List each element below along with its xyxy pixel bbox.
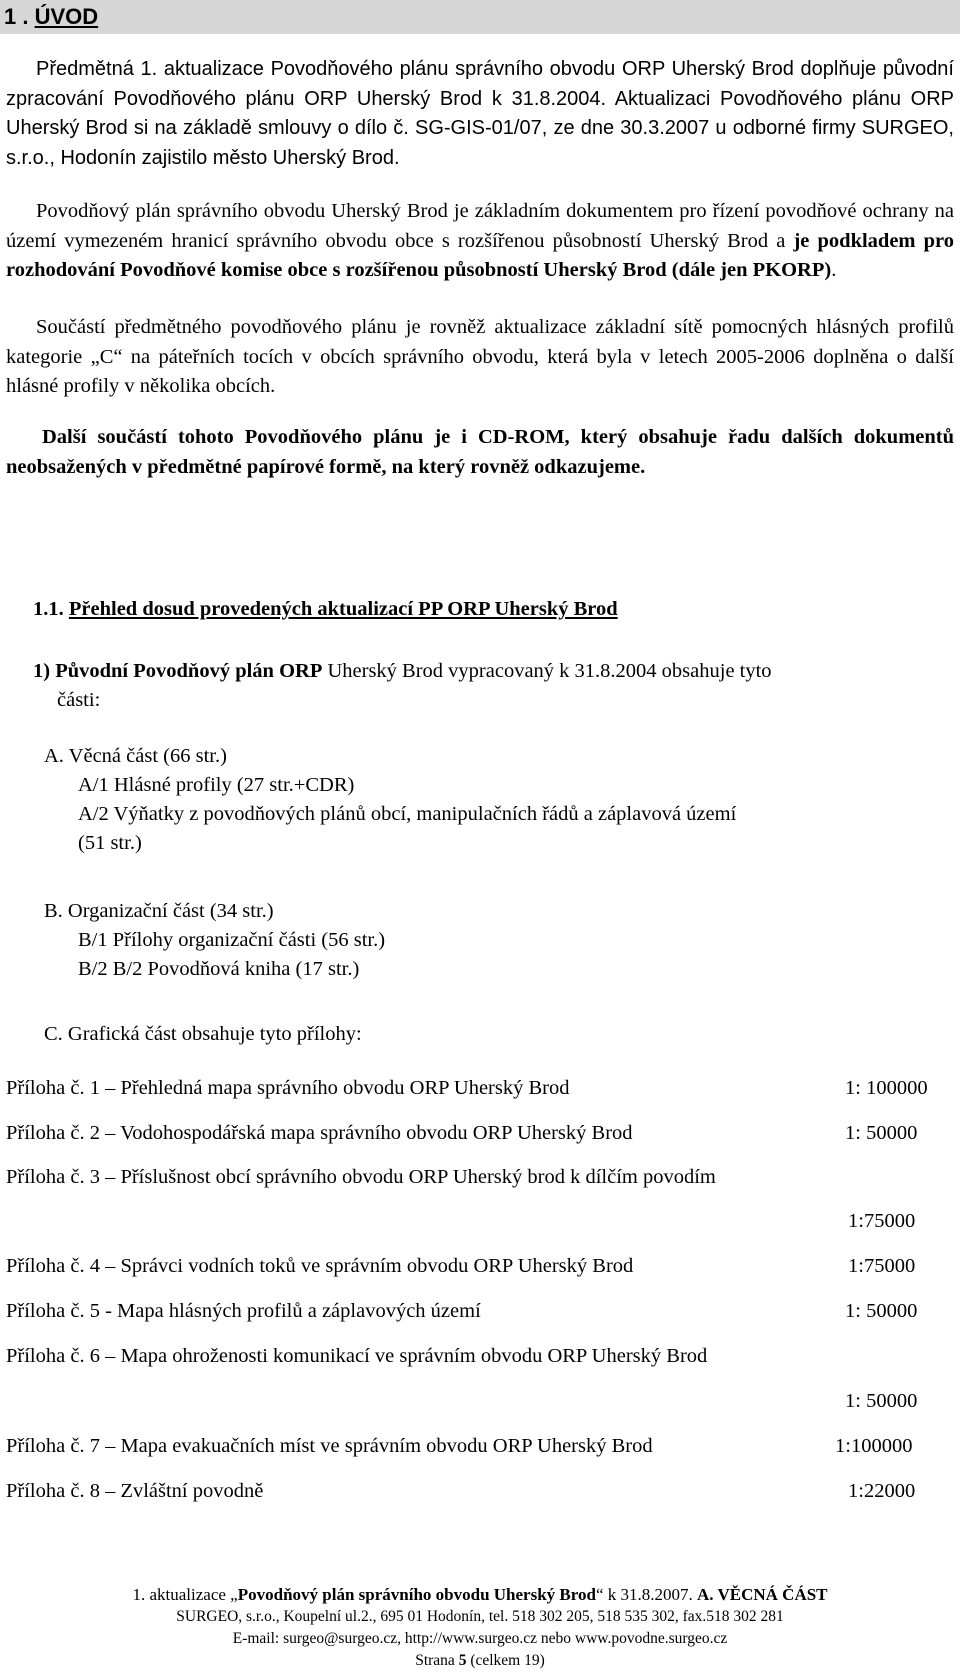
- item1-cont: části:: [57, 689, 101, 711]
- priloha-1-scale: 1: 100000: [845, 1077, 928, 1099]
- priloha-4-scale: 1:75000: [848, 1255, 916, 1277]
- subsection-number: 1.1.: [33, 598, 64, 620]
- subsection-heading: [33, 598, 618, 621]
- item1-rest: Uherský Brod vypracovaný k 31.8.2004 obsahuje tyto: [322, 660, 772, 682]
- part-a2-pages: (51 str.): [78, 832, 142, 854]
- item1-line: [33, 657, 772, 685]
- footer-line-3: E-mail: surgeo@surgeo.cz, http://www.surgeo.cz nebo www.povodne.surgeo.cz: [232, 1630, 728, 1647]
- footer-l1c: “ k 31.8.2007.: [595, 1585, 697, 1604]
- part-a: A. Věcná část (66 str.): [44, 745, 227, 767]
- footer-l1a: 1. aktualizace „: [132, 1585, 238, 1604]
- part-a2: A/2 Výňatky z povodňových plánů obcí, manipulačních řádů a záplavová území: [78, 803, 737, 825]
- priloha-3: Příloha č. 3 – Příslušnost obcí správního obvodu ORP Uherský brod k dílčím povodím: [6, 1166, 716, 1188]
- paragraph-purpose: [6, 197, 954, 286]
- paragraph-cdrom: Další součástí tohoto Povodňového plánu je i CD-ROM, který obsahuje řadu dalších dokumentů neobsažených v předmětné papírové formě, na který rovněž odkazujeme.: [6, 426, 954, 478]
- priloha-6-scale: 1: 50000: [845, 1390, 918, 1412]
- footer-l4a: Strana: [415, 1652, 459, 1669]
- part-b2: B/2 B/2 Povodňová kniha (17 str.): [78, 958, 360, 980]
- priloha-8: Příloha č. 8 – Zvláštní povodně: [6, 1480, 264, 1502]
- priloha-2: Příloha č. 2 – Vodohospodářská mapa správního obvodu ORP Uherský Brod: [6, 1122, 633, 1144]
- part-b1: B/1 Přílohy organizační části (56 str.): [78, 929, 386, 951]
- priloha-1: Příloha č. 1 – Přehledná mapa správního obvodu ORP Uherský Brod: [6, 1077, 570, 1099]
- priloha-7-scale: 1:100000: [835, 1435, 913, 1457]
- footer-l4c: (celkem 19): [466, 1652, 545, 1669]
- item1-prefix: 1) Původní Povodňový plán ORP: [33, 660, 323, 682]
- paragraph-intro: Předmětná 1. aktualizace Povodňového plánu správního obvodu ORP Uherský Brod doplňuje původní zpracování Povodňového plánu ORP Uherský Brod k 31.8.2004. Aktualizaci Povodňového plánu ORP Uherský Brod si na základě smlouvy o dílo č. SG-GIS-01/07, ze dne 30.3.2007 u odborné firmy SURGEO, s.r.o., Hodonín zajistilo město Uherský Brod.: [6, 58, 954, 169]
- priloha-5-scale: 1: 50000: [845, 1300, 918, 1322]
- section-title: ÚVOD: [34, 4, 99, 29]
- part-c: C. Grafická část obsahuje tyto přílohy:: [44, 1023, 362, 1045]
- priloha-8-scale: 1:22000: [848, 1480, 916, 1502]
- footer-line-1: [0, 1584, 960, 1606]
- paragraph-purpose-end: .: [831, 259, 837, 281]
- paragraph-purpose-emphasis: je podkladem pro rozhodování Povodňové komise obce s rozšířenou působností Uherský Brod (dále jen PKORP): [6, 229, 954, 281]
- priloha-3-scale: 1:75000: [848, 1210, 916, 1232]
- footer-part: A. VĚCNÁ ČÁST: [697, 1585, 828, 1604]
- paragraph-profiles: Součástí předmětného povodňového plánu je rovněž aktualizace základní sítě pomocných hlásných profilů kategorie „C“ na páteřních tocích v obcích správního obvodu, která byla v letech 2005-2006 doplněna o další hlásné profily v několika obcích.: [6, 316, 954, 397]
- section-title-bar: [0, 0, 960, 34]
- paragraph-purpose-text: Povodňový plán správního obvodu Uherský Brod je základním dokumentem pro řízení povodňové ochrany na území vymezeném hranicí správního obvodu obce s rozšířenou působností Uherský Brod a: [6, 200, 954, 252]
- priloha-6: Příloha č. 6 – Mapa ohroženosti komunikací ve správním obvodu ORP Uherský Brod: [6, 1345, 708, 1367]
- priloha-2-scale: 1: 50000: [845, 1122, 918, 1144]
- priloha-5: Příloha č. 5 - Mapa hlásných profilů a záplavových území: [6, 1300, 481, 1322]
- subsection-title: Přehled dosud provedených aktualizací PP ORP Uherský Brod: [68, 598, 618, 620]
- part-b: B. Organizační část (34 str.): [44, 900, 274, 922]
- section-number: 1 .: [4, 4, 29, 29]
- footer-page: 5: [458, 1652, 467, 1669]
- part-a1: A/1 Hlásné profily (27 str.+CDR): [78, 774, 355, 796]
- footer-line-2: SURGEO, s.r.o., Koupelní ul.2., 695 01 Hodonín, tel. 518 302 205, 518 535 302, fax.518 302 281: [176, 1608, 784, 1625]
- footer-doc-title: Povodňový plán správního obvodu Uherský Brod: [237, 1585, 596, 1604]
- priloha-7: Příloha č. 7 – Mapa evakuačních míst ve správním obvodu ORP Uherský Brod: [6, 1435, 653, 1457]
- footer-page-number: [0, 1650, 960, 1672]
- priloha-4: Příloha č. 4 – Správci vodních toků ve správním obvodu ORP Uherský Brod: [6, 1255, 634, 1277]
